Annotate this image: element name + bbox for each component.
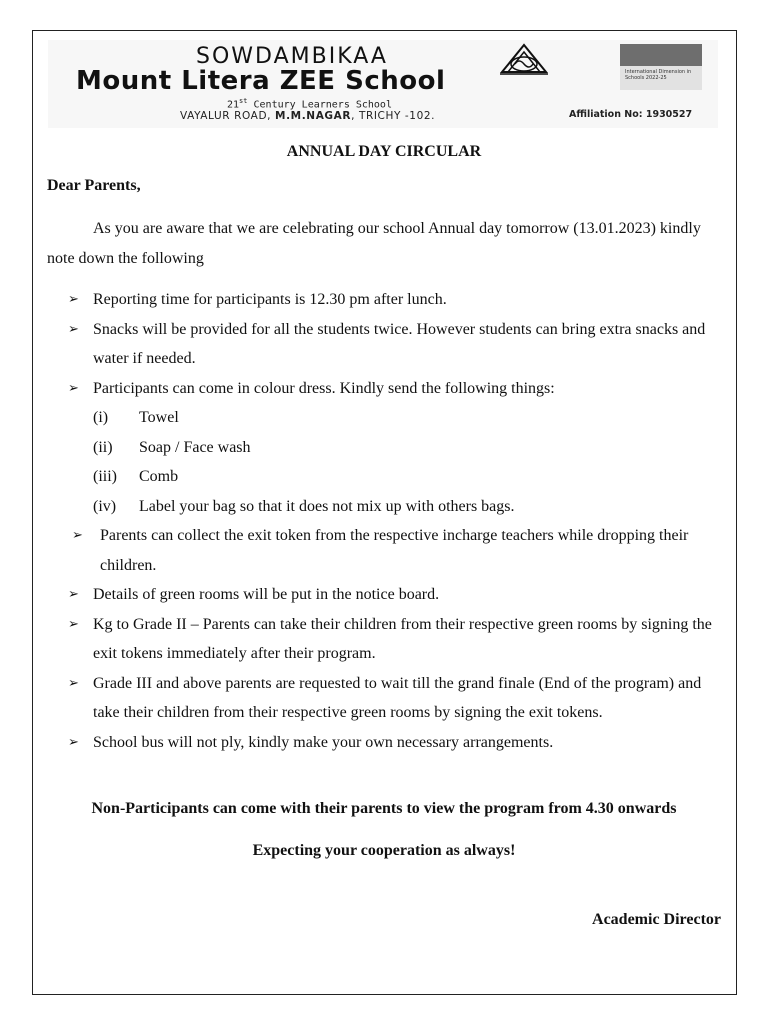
- list-item: ➢ Snacks will be provided for all the students twice. However students can bring extra snacks and water if needed.: [68, 315, 728, 374]
- address-bold: M.M.NAGAR: [275, 110, 352, 122]
- list-item: ➢ Parents can collect the exit token from the respective incharge teachers while dropping their children.: [72, 521, 728, 580]
- school-top-line: SOWDAMBIKAA: [196, 44, 388, 69]
- arrow-bullet-icon: ➢: [68, 292, 79, 307]
- sub-list-item: (iii) Comb: [93, 468, 179, 485]
- school-tagline: [227, 97, 392, 110]
- school-address: [180, 110, 435, 122]
- arrow-bullet-icon: ➢: [72, 528, 83, 543]
- school-crest-icon: [498, 42, 550, 78]
- arrow-bullet-icon: ➢: [68, 734, 79, 750]
- arrow-bullet-icon: ➢: [68, 321, 79, 337]
- school-name: Mount Litera ZEE School: [76, 66, 446, 96]
- intro-paragraph: [47, 214, 707, 273]
- tagline-rest: Century Learners School: [247, 99, 392, 111]
- sub-list-item: (ii) Soap / Face wash: [93, 438, 251, 456]
- list-item: ➢ Details of green rooms will be put in the notice board.: [68, 580, 728, 610]
- list-item: ➢ Participants can come in colour dress. Kindly send the following things: (i) Towel (ii) Soap / Face wash (iii) Comb (iv) Label your bag so that it does not mix up with others bags.: [68, 374, 728, 522]
- arrow-bullet-icon: ➢: [68, 675, 79, 691]
- badge-text: International Dimension in Schools 2022-25: [625, 69, 692, 81]
- items-to-send-list: [93, 403, 728, 521]
- non-participants-note: Non-Participants can come with their parents to view the program from 4.30 onwards: [91, 800, 677, 817]
- list-item: ➢ Grade III and above parents are requested to wait till the grand finale (End of the program) and take their children from their respective green rooms by signing the exit tokens.: [68, 669, 728, 728]
- greeting: Dear Parents,: [47, 177, 141, 194]
- sub-list-item: (i) Towel: [93, 409, 179, 426]
- circular-title: ANNUAL DAY CIRCULAR: [286, 143, 482, 160]
- closing-line: Expecting your cooperation as always!: [252, 842, 516, 859]
- arrow-bullet-icon: ➢: [68, 380, 79, 396]
- intro-text: As you are aware that we are celebrating our school Annual day tomorrow (13.01.2023) kindly note down the following: [47, 220, 701, 267]
- tagline-sup: st: [239, 97, 248, 105]
- address-suffix: , TRICHY -102.: [351, 110, 436, 122]
- arrow-bullet-icon: ➢: [68, 587, 79, 602]
- tagline-prefix: 21: [227, 99, 240, 111]
- list-item: ➢ Kg to Grade II – Parents can take their children from their respective green rooms by signing the exit tokens immediately after their program.: [68, 610, 728, 669]
- british-council-badge-icon: [620, 44, 702, 90]
- signature: Academic Director: [592, 911, 721, 928]
- sub-list-item: (iv) Label your bag so that it does not mix up with others bags.: [93, 497, 515, 515]
- list-item: ➢ Reporting time for participants is 12.30 pm after lunch.: [68, 285, 728, 315]
- address-prefix: VAYALUR ROAD,: [180, 110, 276, 122]
- affiliation-number: Affiliation No: 1930527: [569, 109, 693, 120]
- list-item: ➢ School bus will not ply, kindly make your own necessary arrangements.: [68, 728, 728, 758]
- instruction-list: [68, 285, 728, 757]
- arrow-bullet-icon: ➢: [68, 616, 79, 632]
